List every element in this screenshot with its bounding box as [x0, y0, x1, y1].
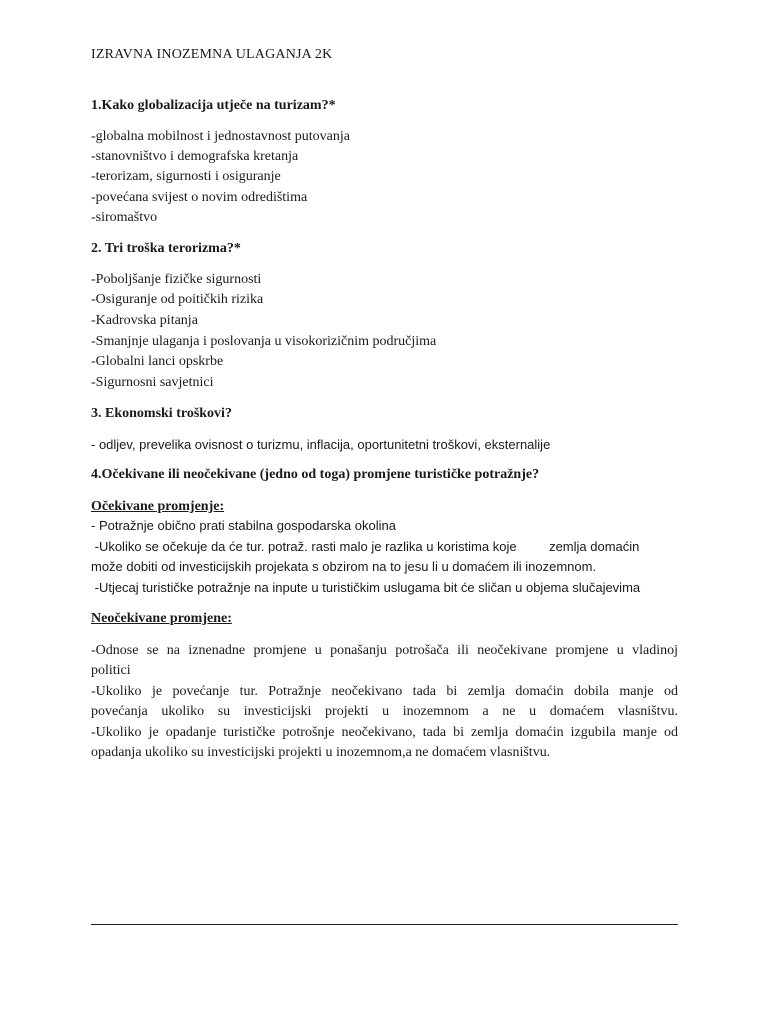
expected-line: može dobiti od investicijskih projekata s obzirom na to jesu li u domaćem ili inozemnom.	[91, 559, 597, 574]
q1-item: -povećana svijest o novim odredištima	[91, 190, 308, 205]
q1-item: -globalna mobilnost i jednostavnost putovanja	[91, 129, 350, 144]
expected-line: -Utjecaj turističke potražnje na inpute u turističkim uslugama bit će sličan u objema slučajevima	[91, 580, 641, 595]
footer-rule	[91, 924, 678, 925]
question-1-heading: 1.Kako globalizacija utječe na turizam?*	[91, 98, 336, 113]
unexpected-line: -Ukoliko je povećanje tur. Potražnje neočekivano tada bi zemlja domaćin dobila manje od	[91, 684, 678, 699]
q2-item: -Osiguranje od poitičkih rizika	[91, 292, 264, 307]
document-title: IZRAVNA INOZEMNA ULAGANJA 2K	[91, 47, 333, 62]
unexpected-line: -Ukoliko je opadanje turističke potrošnje neočekivano, tada bi zemlja domaćin izgubila manje od	[91, 725, 678, 740]
q2-item: -Poboljšanje fizičke sigurnosti	[91, 272, 262, 287]
question-3-heading: 3. Ekonomski troškovi?	[91, 406, 232, 421]
q1-item: -siromaštvo	[91, 210, 158, 225]
q2-item: -Sigurnosni savjetnici	[91, 375, 214, 390]
q2-item: -Smanjnje ulaganja i poslovanja u visokorizičnim područjima	[91, 334, 437, 349]
unexpected-line: povećanja ukoliko su investicijski projekti u inozemnom a ne u domaćem vlasništvu.	[91, 704, 678, 719]
q1-item: -stanovništvo i demografska kretanja	[91, 149, 299, 164]
unexpected-line: opadanja ukoliko su investicijski projekti u inozemnom,a ne domaćem vlasništvu.	[91, 745, 551, 760]
expected-line: -Ukoliko se očekuje da će tur. potraž. rasti malo je razlika u koristima koje zemlja domaćin	[91, 539, 640, 554]
q3-text: - odljev, prevelika ovisnost o turizmu, inflacija, oportunitetni troškovi, eksternalije	[91, 437, 551, 452]
expected-changes-heading: Očekivane promjenje:	[91, 499, 225, 514]
q1-item: -terorizam, sigurnosti i osiguranje	[91, 169, 281, 184]
question-2-heading: 2. Tri troška terorizma?*	[91, 241, 241, 256]
unexpected-changes-heading: Neočekivane promjene:	[91, 611, 232, 626]
question-4-heading: 4.Očekivane ili neočekivane (jedno od toga) promjene turističke potražnje?	[91, 467, 540, 482]
q2-item: -Kadrovska pitanja	[91, 313, 198, 328]
expected-line: - Potražnje obično prati stabilna gospodarska okolina	[91, 518, 396, 533]
unexpected-line: politici	[91, 663, 131, 678]
unexpected-line: -Odnose se na iznenadne promjene u ponašanju potrošača ili neočekivane promjene u vladinoj	[91, 643, 678, 658]
q2-item: -Globalni lanci opskrbe	[91, 354, 224, 369]
document-page	[91, 0, 679, 1024]
